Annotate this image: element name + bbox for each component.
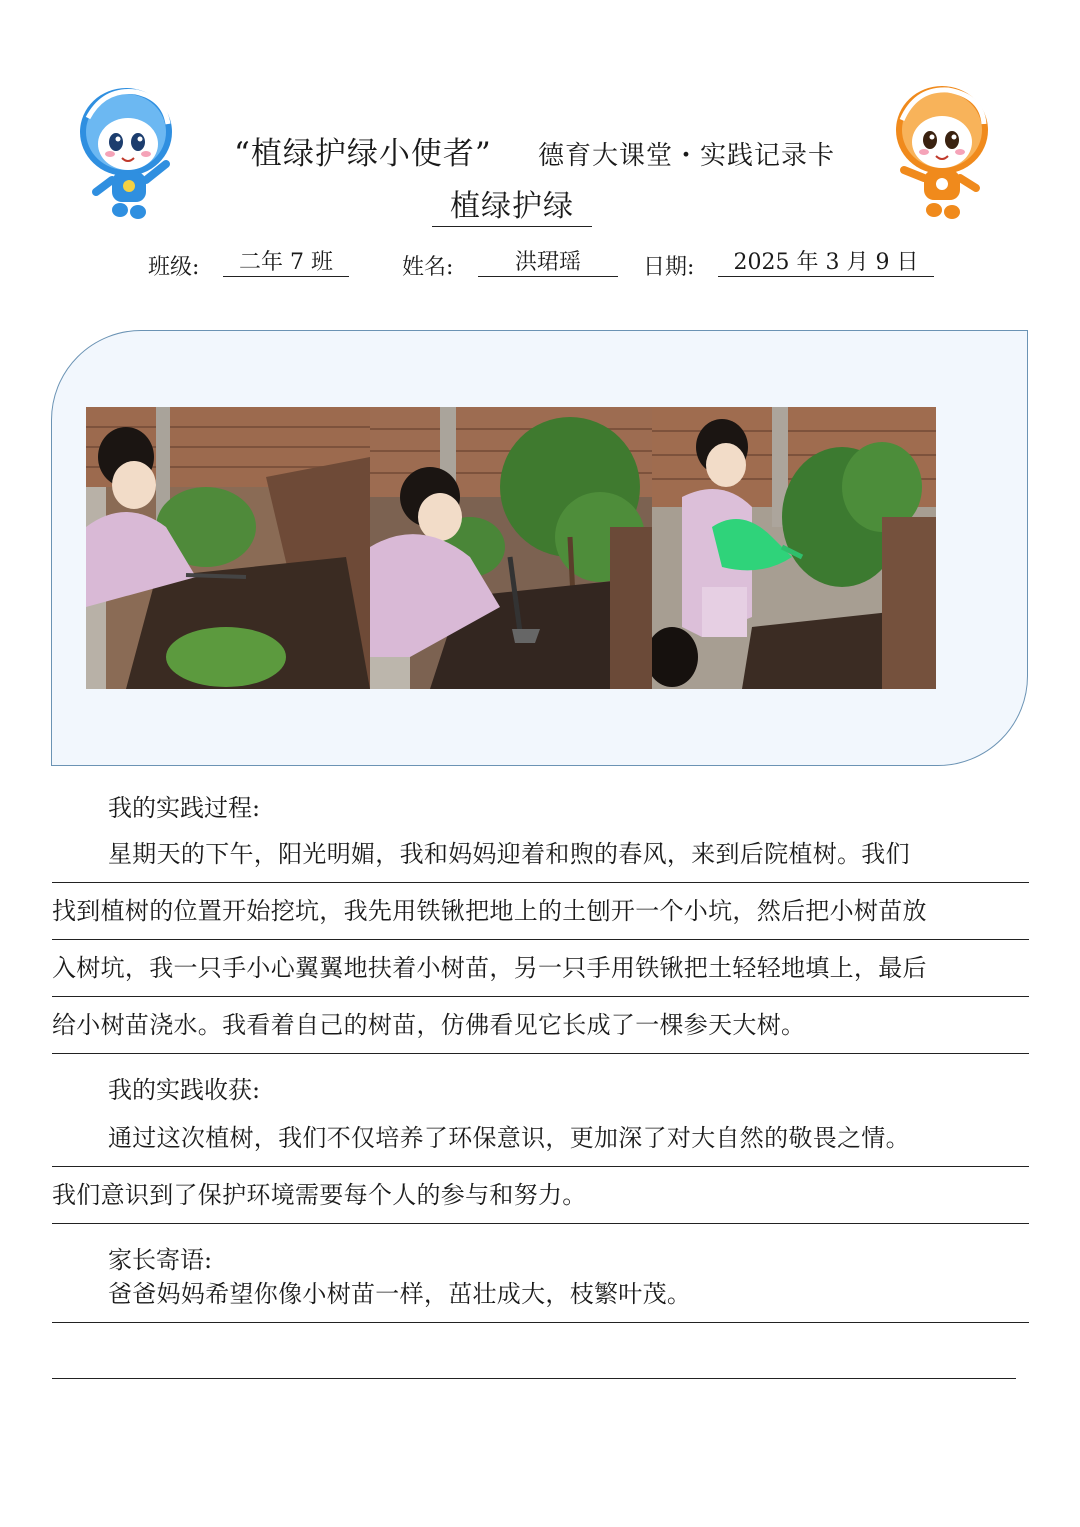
process-label: 我的实践过程: — [108, 794, 261, 822]
blank-ruled-line — [52, 1378, 1016, 1379]
photo-strip — [86, 407, 936, 689]
photo-digging — [86, 407, 370, 689]
harvest-text — [52, 1110, 1029, 1224]
title-row — [0, 128, 1080, 176]
class-label: 班级: — [148, 255, 200, 280]
harvest-label: 我的实践收获: — [108, 1076, 261, 1104]
process-text — [52, 826, 1029, 1054]
process-line-3: 入树坑，我一只手小心翼翼地扶着小树苗，另一只手用铁锹把土轻轻地填上，最后 — [52, 940, 1029, 997]
photo-hoeing — [370, 407, 652, 689]
page-subtitle-card: 德育大课堂・实践记录卡 — [538, 141, 836, 171]
harvest-line-2: 我们意识到了保护环境需要每个人的参与和努力。 — [52, 1167, 1029, 1224]
date-value: 2025 年 3 月 9 日 — [718, 248, 934, 277]
process-line-2: 找到植树的位置开始挖坑，我先用铁锹把地上的土刨开一个小坑，然后把小树苗放 — [52, 883, 1029, 940]
page-title: “植绿护绿小使者” — [234, 136, 492, 172]
process-line-1: 星期天的下午，阳光明媚，我和妈妈迎着和煦的春风，来到后院植树。我们 — [52, 826, 1029, 883]
parent-line-1: 爸爸妈妈希望你像小树苗一样，茁壮成大，枝繁叶茂。 — [52, 1266, 1029, 1323]
harvest-line-1: 通过这次植树，我们不仅培养了环保意识，更加深了对大自然的敬畏之情。 — [52, 1110, 1029, 1167]
name-value: 洪珺瑶 — [478, 248, 618, 277]
activity-title: 植绿护绿 — [432, 188, 592, 227]
process-line-4: 给小树苗浇水。我看着自己的树苗，仿佛看见它长成了一棵参天大树。 — [52, 997, 1029, 1054]
parent-label: 家长寄语: — [108, 1246, 213, 1274]
class-value: 二年 7 班 — [223, 248, 349, 277]
date-label: 日期: — [643, 255, 695, 280]
name-label: 姓名: — [402, 255, 454, 280]
parent-text — [52, 1266, 1029, 1323]
photo-watering — [652, 407, 936, 689]
info-row — [0, 248, 1080, 282]
